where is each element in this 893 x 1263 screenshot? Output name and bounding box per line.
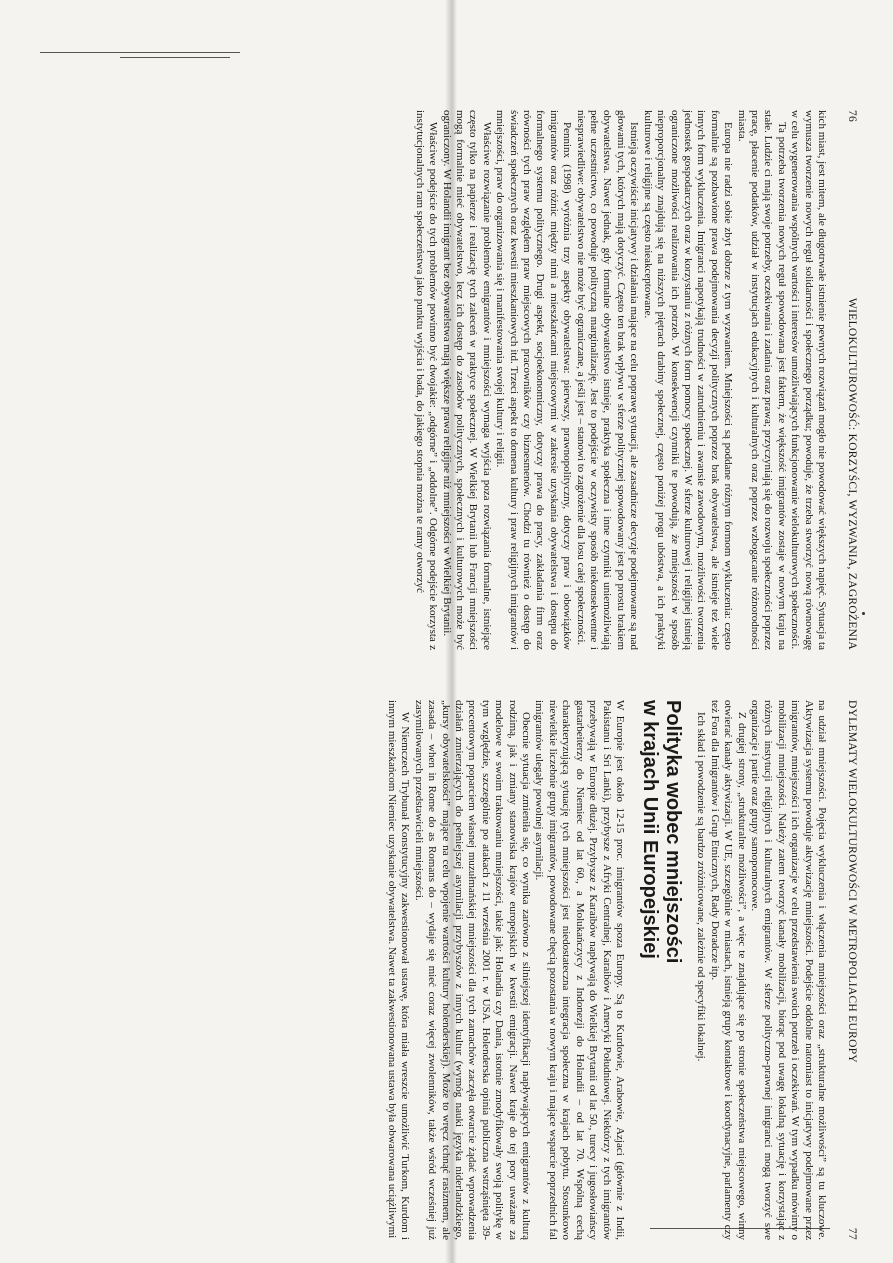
running-head-title: WIELOKULTUROWOŚĆ: KORZYŚCI, WYZWANIA, ZAGROŻENIA: [846, 297, 858, 650]
paragraph: Istnieją oczywiście inicjatywy i działania mające na celu poprawę sytuacji, ale zasadnicze decyzje podejmowane są nad głowami tych, których mają dotyczyć. Często ten brak wpływu w sferze politycznej spowodowany jest po prostu brakiem obywatelstwa. Nawet jednak, gdy formalne obywatelstwo istnieje, praktyka społeczna i inne czynniki uniemożliwiają pełne uczestnictwo, co powoduje polityczną marginalizację. Jest to podejście w oczywisty sposób niekonsekwentne i niesprawiedliwe: obywatelstwo nie może być ograniczane, a jeśli jest – stanowi to zagrożenie dla losu całej społeczności.: [574, 110, 641, 650]
paragraph: kich miast, jest mitem, ale długotrwałe istnienie pewnych rozwiązań mogło nie powodować większych napięć. Sytuacja ta wymusza tworzenie nowych reguł solidarności i społecznego porządku; powoduje, że trzeba stworzyć nową równowagę w celu wygenerowania wspólnych wartości i interesów umożliwiających funkcjonowanie wielokulturowych społeczności.: [789, 110, 828, 650]
paragraph: Właściwe podejście do tych problemów powinno być dwojakie: „odgórne” i „oddolne”. Odgórne podejście korzysta z instytucjonalnych ram społeczeństwa jako punktu wyjścia i bada, do jakiego stopnia można te ramy otworzyć: [413, 110, 440, 650]
paragraph: Penninx (1998) wyróżnia trzy aspekty obywatelstwa: pierwszy, prawnopolityczny, dotyczy praw i obowiązków imigrantów oraz różnic między nimi a mieszkańcami miejscowymi w zakresie uzyskania obywatelstwa i dostępu do formalnego systemu politycznego. Drugi aspekt, socjoekonomiczny, dotyczy prawa do pracy, zakładania firm oraz równości tych praw względem praw miejscowych pracowników czy biznesmenów. Chodzi tu również o dostęp do świadczeń społecznych oraz kwestii mieszkaniowych itd. Trzeci aspekt to domena kultury i praw religijnych imigrantów i mniejszości, praw do organizowania się i manifestowania swojej kultury i religii.: [494, 110, 574, 650]
scan-artifact-line: [40, 52, 240, 53]
running-head-title: DYLEMATY WIELOKULTUROWOŚCI W METROPOLIACH EUROPY: [846, 700, 858, 1064]
paragraph: Z drugiej strony, „strukturalne możliwości”, a więc te znajdujące się po stronie społeczeństwa miejscowego, winny otwierać kanały aktywizacji. W UE, szczególnie w miastach, istnieją grupy kontaktowe i koordynacyjne, parlamenty czy też Fora dla Imigrantów i Grup Etnicznych, Rady Doradcze itp.: [708, 700, 748, 1240]
paragraph: W Niemczech Trybunał Konstytucyjny zakwestionował ustawę, która miała wreszcie umożliwić Turkom, Kurdom i innym mieszkańcom Niemiec uzyskanie obywatelstwa. Nawet ta zakwestionowana ustawa była obwarowana uciążliwymi: [386, 700, 412, 1240]
running-head: [836, 700, 858, 1240]
page-body: [412, 110, 828, 650]
running-head: [836, 110, 858, 650]
paragraph: na udział mniejszości. Pojęcia wykluczenia i włączenia mniejszości oraz „strukturalne możliwości” są tu kluczowe. Aktywizacja systemu powoduje aktywizację mniejszości. Podejście oddolne natomiast to inicjatywy podejmowane przez imigrantów, mniejszości i ich organizacje w celu przedstawienia swoich potrzeb i oczekiwań. W tym wypadku mówimy o mobilizacji mniejszości. Należy zatem tworzyć kanały mobilizacji, biorąc pod uwagę lokalną sytuację i korzystając z różnych instytucji religijnych i kulturalnych emigrantów. W sferze polityczno-prawnej imigranci mogą tworzyć swe organizacje i partie oraz grupy samopomocowe.: [748, 700, 828, 1240]
paragraph: Ich skład i powodzenie są bardzo zróżnicowane, zależnie od specyfiki lokalnej.: [695, 712, 708, 1062]
page-body: [385, 700, 828, 1240]
scan-speck: [862, 612, 865, 615]
section-heading: [638, 700, 684, 1240]
paragraph: Obecnie sytuacja zmieniła się, co wynika zarówno z silniejszej identyfikacji napływających emigrantów z kulturą rodzimą, jak i zmiany stanowiska krajów europejskich w kwestii emigracji. Nawet kraje do tej pory uważane za modelowe w swoim traktowaniu mniejszości, takie jak: Holandia czy Dania, istotnie zmodyfikowały swoją politykę w tym względzie, szczególnie po atakach z 11 września 2001 r. w USA. Holenderska opinia publiczna wstrząśnięta 39-procentowym poparciem własnej muzułmańskiej mniejszości dla tych zamachów zaczęła otwarcie żądać wprowadzenia działań zmierzających do pełniejszej asymilacji przybyszów z innych kultur (wymóg nauki języka niderlandzkiego, „kursy obywatelskości” mające na celu wpojenie wartości kultury holenderskiej). Może to wręcz tchnąć rasizmem, ale zasada – when in Rome do as Romans do – wydaje się mieć coraz więcej zwolenników, także wśród wcześniej już zasymilowanych przedstawicieli mniejszości.: [412, 700, 533, 1240]
page-number: 77: [846, 1227, 858, 1240]
page-76: [98, 110, 858, 650]
paragraph: W Europie jest około 12-15 proc. imigrantów spoza Europy. Są to Kurdowie, Arabowie, Azjaci (głównie z Indii, Pakistanu i Sri Lanki), przybysze z Afryki Centralnej, Karaibów i Ameryki Południowej. Niektórzy z tych imigrantów przebywają w Europie dłużej. Przybysze z Karaibów napływają do Wielkiej Brytanii od lat 50., turecy i jugosłowiańscy gastarbeiterzy do Niemiec od lat 60., a Molukańczycy z Indonezji do Holandii – od lat 70. Wspólną cechą charakteryzującą sytuację tych mniejszości jest niedostateczna integracja społeczna w krajach pobytu. Stosunkowo niewielkie liczebnie grupy imigrantów, powodowane chęcią pozostania w nowym kraju i mające wsparcie poprzednich fal imigrantów ulegały powolnej asymilacji.: [533, 700, 626, 1240]
page-number: 76: [846, 110, 858, 123]
paragraph: Europa nie radzi sobie zbyt dobrze z tym wyzwaniem. Mniejszości są poddane różnym formom wykluczenia: często formalnie są pozbawione prawa podejmowania decyzji politycznych poprzez brak obywatelstwa, ale istnieje też wiele innych form wykluczenia. Imigranci napotykają trudności w zatrudnieniu i awansie zawodowym, możliwości tworzenia jednostek gospodarczych oraz w korzystaniu z różnych form pomocy społecznej. W sferze kulturowej i religijnej istnieją ograniczone możliwości realizowania ich potrzeb. W konsekwencji czynniki te powodują, że mniejszości w sposób nieproporcjonalny znajdują się na niższych piętrach drabiny społecznej, często poniżej progu ubóstwa, a ich praktyki kulturowe i religijne są często nieakceptowane.: [641, 110, 735, 650]
paragraph: Właściwe rozwiązanie problemów emigrantów i mniejszości wymaga wyjścia poza rozwiązania formalne, istniejące często tylko na papierze i realizację tych zaleceń w praktyce społecznej. W Wielkiej Brytanii lub Francji mniejszości mogą formalnie mieć obywatelstwo, lecz ich dostęp do zasobów politycznych, społecznych i kulturowych może być ograniczony. W Holandii imigrant bez obywatelstwa mają większe prawa religijne niż mniejszości w Wielkiej Brytanii.: [440, 110, 493, 650]
paragraph: Ta potrzeba tworzenia nowych reguł spowodowana jest faktem, że większość imigrantów zostaje w nowym kraju na stałe. Ludzie ci mają swoje potrzeby, oczekiwania i zadania oraz prawa; przyczyniają się do rozwoju społeczności poprzez pracę, płacenie podatków, udział w instytucjach edukacyjnych i kulturalnych oraz poprzez wzbogacanie różnorodności miasta.: [735, 110, 788, 650]
section-heading-line: Polityka wobec mniejszości: [661, 700, 684, 964]
page-77: [98, 700, 858, 1240]
scan-artifact-line: [120, 57, 230, 58]
section-heading-line: w krajach Unii Europejskiej: [638, 700, 661, 959]
